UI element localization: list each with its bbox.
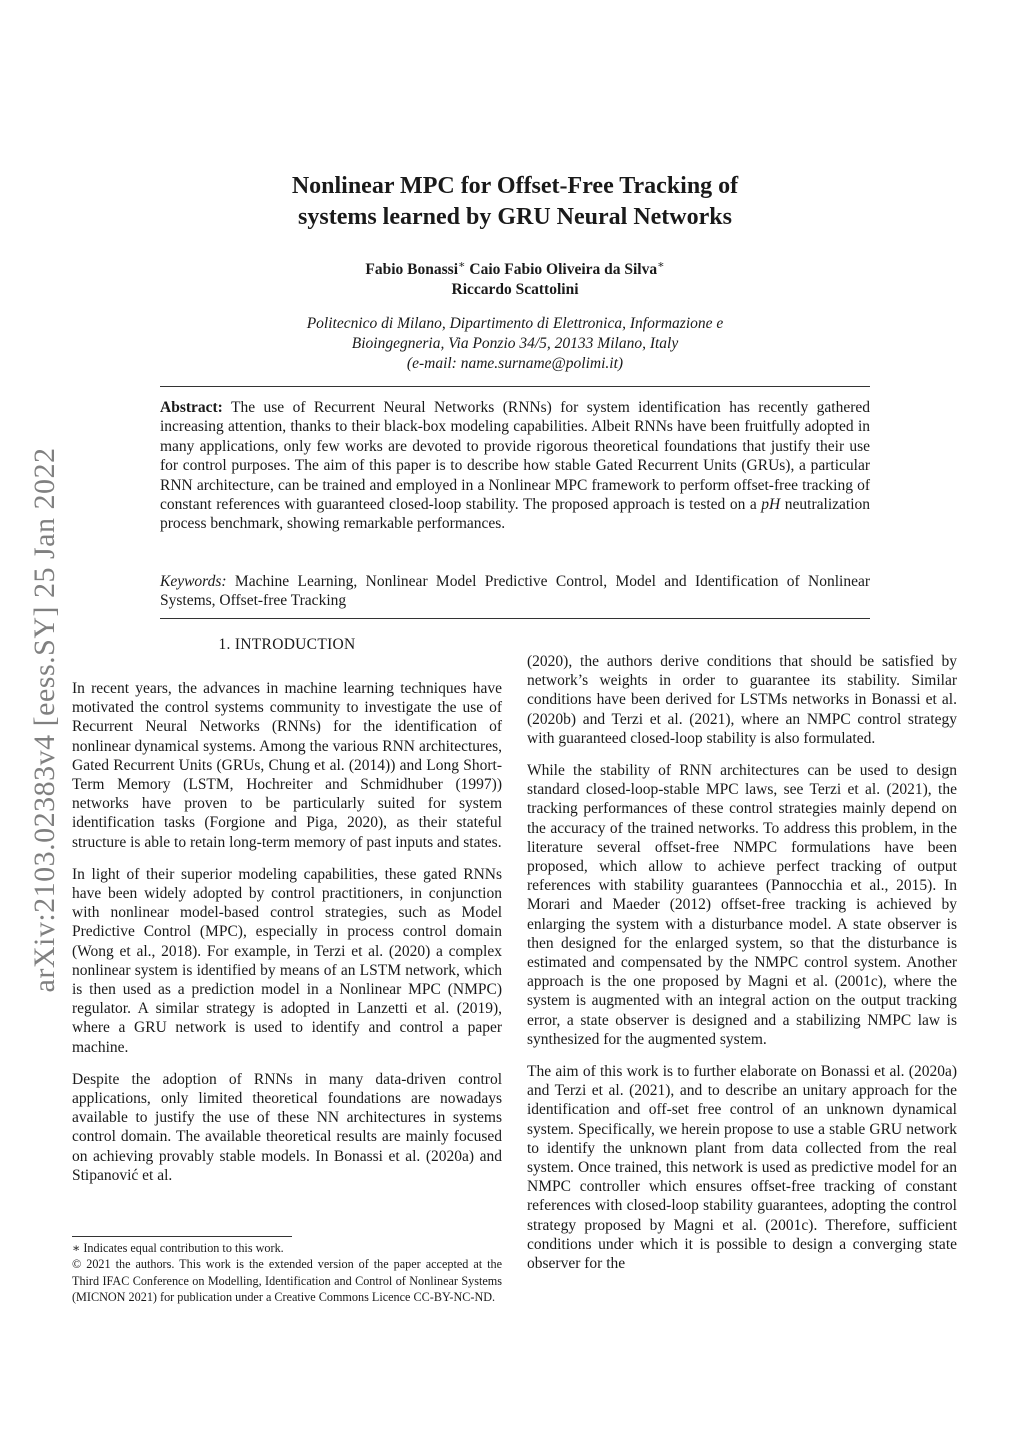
affiliation (160, 314, 870, 374)
paragraph: The aim of this work is to further elaborate on Bonassi et al. (2020a) and Terzi et al. (2021), and to describe an unitary approach for the identification and off-set free control of an unknown dynamical system. Specifically, we herein propose to use a stable GRU network to identify the unknown plant from data collected from the real system. Once trained, this network is used as predictive model for an NMPC controller which ensures offset-free tracking of constant references with closed-loop stability guarantees, adopting the control strategy proposed by Magni et al. (2001c). Therefore, sufficient conditions under which it is possible to design a converging state observer for the (527, 1063, 957, 1273)
keywords (160, 572, 870, 611)
abstract-text-end: neutralization process benchmark, showing remarkable performances. (160, 496, 871, 533)
footnote-rule (72, 1236, 292, 1237)
author-name: Fabio Bonassi (365, 261, 459, 279)
equal-contribution-mark: ∗ (657, 259, 665, 271)
author-name: Riccardo Scattolini (451, 281, 579, 299)
abstract-label: Abstract: (160, 399, 223, 416)
ph-symbol: pH (761, 496, 781, 514)
title-line-1: Nonlinear MPC for Offset-Free Tracking of (291, 173, 739, 199)
right-column (527, 652, 957, 1286)
paragraph: In recent years, the advances in machine learning techniques have motivated the control systems community to investigate the use of Recurrent Neural Networks (RNNs) for the identification of nonlinear dynamical systems. Among the various RNN architectures, Gated Recurrent Units (GRUs, Chung et al. (2014)) and Long Short-Term Memory (LSTM, Hochreiter and Schmidhuber (1997)) networks have proven to be particularly suited for system identification tasks (Forgione and Piga, 2020), as their stateful structure is able to retain long-term memory of past inputs and states. (72, 680, 502, 851)
affiliation-line: Bioingegneria, Via Ponzio 34/5, 20133 Milano, Italy (351, 335, 679, 352)
section-heading: 1. INTRODUCTION (218, 636, 356, 653)
arxiv-identifier: arXiv:2103.02383v4 [eess.SY] 25 Jan 2022 (28, 447, 61, 993)
paper-title (160, 171, 870, 233)
equal-contribution-mark: ∗ (458, 259, 466, 271)
paragraph: While the stability of RNN architectures can be used to design standard closed-loop-stable MPC laws, see Terzi et al. (2021), the tracking performances of these control strategies mainly depend on the accuracy of the trained networks. To address this problem, in the literature several offset-free NMPC formulations have been proposed, which allow to achieve perfect tracking of output references with stability guarantees (Pannocchia et al., 2015). In Morari and Maeder (2012) offset-free tracking is achieved by enlarging the system with a disturbance model. A state observer is then designed for the enlarged system, so that the disturbance is estimated and compensated by the NMPC control system. Another approach is the one proposed by Magni et al. (2001c), where the system is augmented with an integral action on the output tracking error, a state observer is designed and a stabilizing NMPC law is synthesized for the augmented system. (527, 762, 957, 1048)
author-list (160, 255, 870, 300)
abstract (160, 398, 870, 534)
paragraph: Despite the adoption of RNNs in many data-driven control applications, only limited theoretical foundations are nowadays available to justify the use of these NN architectures in systems control domain. The available theoretical results are mainly focused on achieving provably stable models. In Bonassi et al. (2020a) and Stipanović et al. (72, 1070, 502, 1184)
footnotes (72, 1240, 502, 1306)
abstract-bottom-rule (160, 618, 870, 619)
footnote-copyright: © 2021 the authors. This work is the extended version of the paper accepted at the Third IFAC Conference on Modelling, Identification and Control of Nonlinear Systems (MICNON 2021) for publication under a Creative Commons Licence CC-BY-NC-ND. (72, 1257, 502, 1305)
author-name: Caio Fabio Oliveira da Silva (469, 261, 658, 279)
keywords-label: Keywords: (160, 573, 227, 590)
abstract-top-rule (160, 386, 870, 387)
contact-email: (e-mail: name.surname@polimi.it) (406, 355, 624, 372)
abstract-text: The use of Recurrent Neural Networks (RNNs) for system identification has recently gathered increasing attention, thanks to their black-box modeling capabilities. Albeit RNNs have been fruitfully adopted in many applications, only few works are devoted to provide rigorous theoretical foundations that justify their use for control purposes. The aim of this paper is to describe how stable Gated Recurrent Units (GRUs), a particular RNN architecture, can be trained and employed in a Nonlinear MPC framework to perform offset-free tracking of constant references with guaranteed closed-loop stability. The proposed approach is tested on a (160, 399, 870, 514)
paragraph: In light of their superior modeling capabilities, these gated RNNs have been widely adopted by control practitioners, in conjunction with nonlinear model-based control strategies, such as Model Predictive Control (MPC), especially in process control domain (Wong et al., 2018). For example, in Terzi et al. (2020) a complex nonlinear system is identified by means of an LSTM network, which is then used as a prediction model in a Nonlinear MPC (NMPC) regulator. A similar strategy is adopted in Lanzetti et al. (2019), where a GRU network is used to identify and control a paper machine. (72, 865, 502, 1056)
title-line-2: systems learned by GRU Neural Networks (298, 204, 732, 230)
paragraph: (2020), the authors derive conditions that should be satisfied by network’s weights in order to guarantee its stability. Similar conditions have been derived for LSTMs networks in Bonassi et al. (2020b) and Terzi et al. (2021), where an NMPC control strategy with guaranteed closed-loop stability is also formulated. (527, 653, 957, 747)
affiliation-line: Politecnico di Milano, Dipartimento di Elettronica, Informazione e (306, 315, 724, 332)
keywords-text: Machine Learning, Nonlinear Model Predictive Control, Model and Identification of Nonlinear Systems, Offset-free Tracking (160, 573, 870, 610)
footnote-equal-contribution: ∗ Indicates equal contribution to this work. (72, 1241, 284, 1255)
left-column (72, 633, 502, 1198)
